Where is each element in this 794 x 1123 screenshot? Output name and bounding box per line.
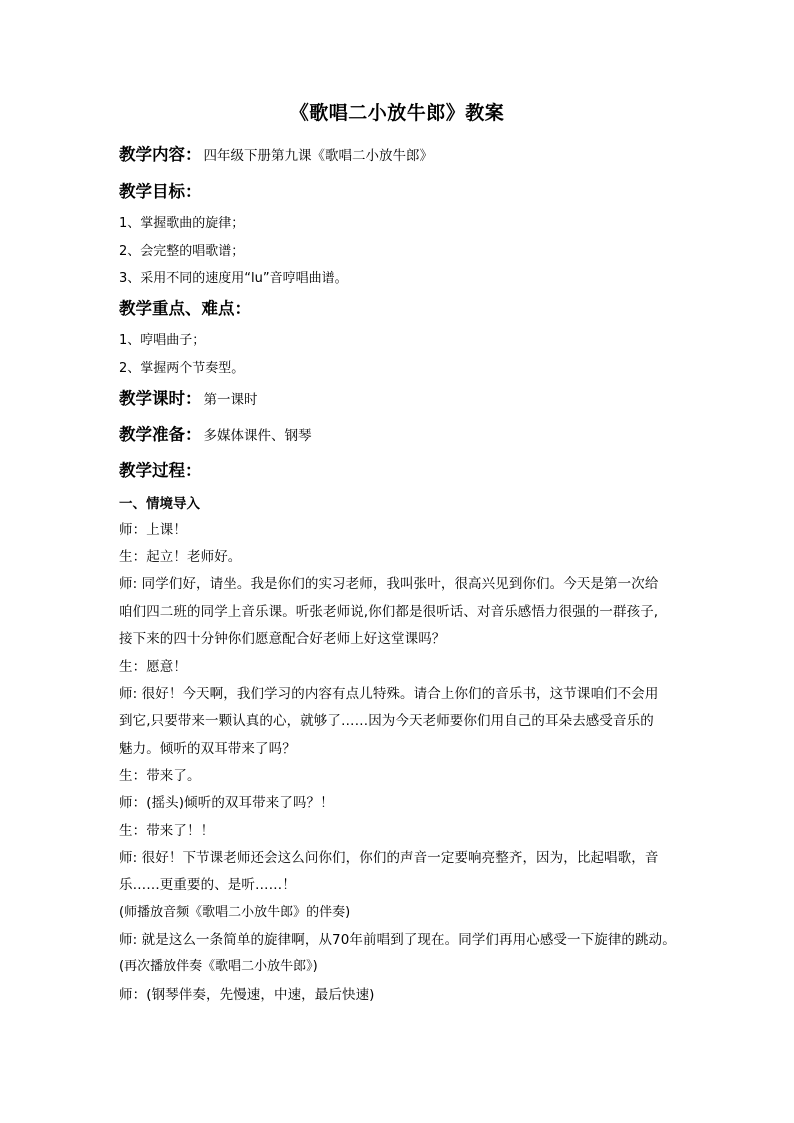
goal-item: 1、掌握歌曲的旋律； xyxy=(119,216,245,231)
teaching-period-value: 第一课时 xyxy=(203,392,258,408)
dialogue-line: 生：带来了。 xyxy=(119,768,201,784)
dialogue-line: 生：起立！老师好。 xyxy=(119,549,242,565)
stage-direction: (师播放音频《歌唱二小放牛郎》的伴奏) xyxy=(119,905,351,920)
goal-item: 3、采用不同的速度用“lu”音哼唱曲谱。 xyxy=(119,271,348,286)
dialogue-line: 师: 很好！下节课老师还会这么问你们，你们的声音一定要响亮整齐，因为，比起唱歌，音 xyxy=(119,850,659,866)
dialogue-line: 师: 同学们好，请坐。我是你们的实习老师，我叫张叶，很高兴见到你们。今天是第一次给 xyxy=(119,576,659,592)
teaching-content-value: 四年级下册第九课《歌唱二小放牛郎》 xyxy=(203,148,433,164)
key-points-heading: 教学重点、难点： xyxy=(119,299,251,318)
dialogue-line: 师: 很好！今天啊，我们学习的内容有点儿特殊。请合上你们的音乐书，这节课咱们不会用 xyxy=(119,686,659,702)
teaching-prep-row xyxy=(119,421,678,445)
dialogue-line: 师：(摇头)倾听的双耳带来了吗？！ xyxy=(119,795,334,811)
teaching-prep-value: 多媒体课件、钢琴 xyxy=(203,428,312,444)
document-title: 《歌唱二小放牛郎》教案 xyxy=(289,102,505,124)
key-point-item: 2、掌握两个节奏型。 xyxy=(119,361,245,376)
key-point-item: 1、哼唱曲子； xyxy=(119,333,206,348)
teaching-prep-label: 教学准备： xyxy=(119,425,202,444)
dialogue-line: 咱们四二班的同学上音乐课。听张老师说,你们都是很听话、对音乐感悟力很强的一群孩子, xyxy=(119,604,659,620)
dialogue-line: 生：带来了！！ xyxy=(119,823,215,839)
stage-direction: (再次播放伴奏《歌唱二小放牛郎》) xyxy=(119,959,318,974)
section-heading: 一、情境导入 xyxy=(119,496,200,512)
dialogue-line: 魅力。倾听的双耳带来了吗？ xyxy=(119,741,296,757)
teaching-period-row xyxy=(119,385,678,409)
goal-item: 2、会完整的唱歌谱； xyxy=(119,244,245,259)
dialogue-line: 接下来的四十分钟你们愿意配合好老师上好这堂课吗？ xyxy=(119,631,446,647)
dialogue-line: 生：愿意！ xyxy=(119,659,187,675)
dialogue-line: 到它,只要带来一颗认真的心，就够了……因为今天老师要你们用自己的耳朵去感受音乐的 xyxy=(119,713,654,729)
teaching-content-row xyxy=(119,141,678,165)
dialogue-line: 师：(钢琴伴奏，先慢速，中速，最后快速) xyxy=(119,987,375,1003)
teaching-process-heading: 教学过程： xyxy=(119,461,202,480)
dialogue-line: 师：上课！ xyxy=(119,522,187,538)
teaching-content-label: 教学内容： xyxy=(119,145,202,164)
teaching-goals-heading: 教学目标： xyxy=(119,182,202,201)
dialogue-line: 师: 就是这么一条简单的旋律啊，从70年前唱到了现在。同学们再用心感受一下旋律的跳动。 xyxy=(119,932,676,948)
teaching-period-label: 教学课时： xyxy=(119,389,202,408)
dialogue-line: 乐……更重要的、是听……！ xyxy=(119,877,296,893)
